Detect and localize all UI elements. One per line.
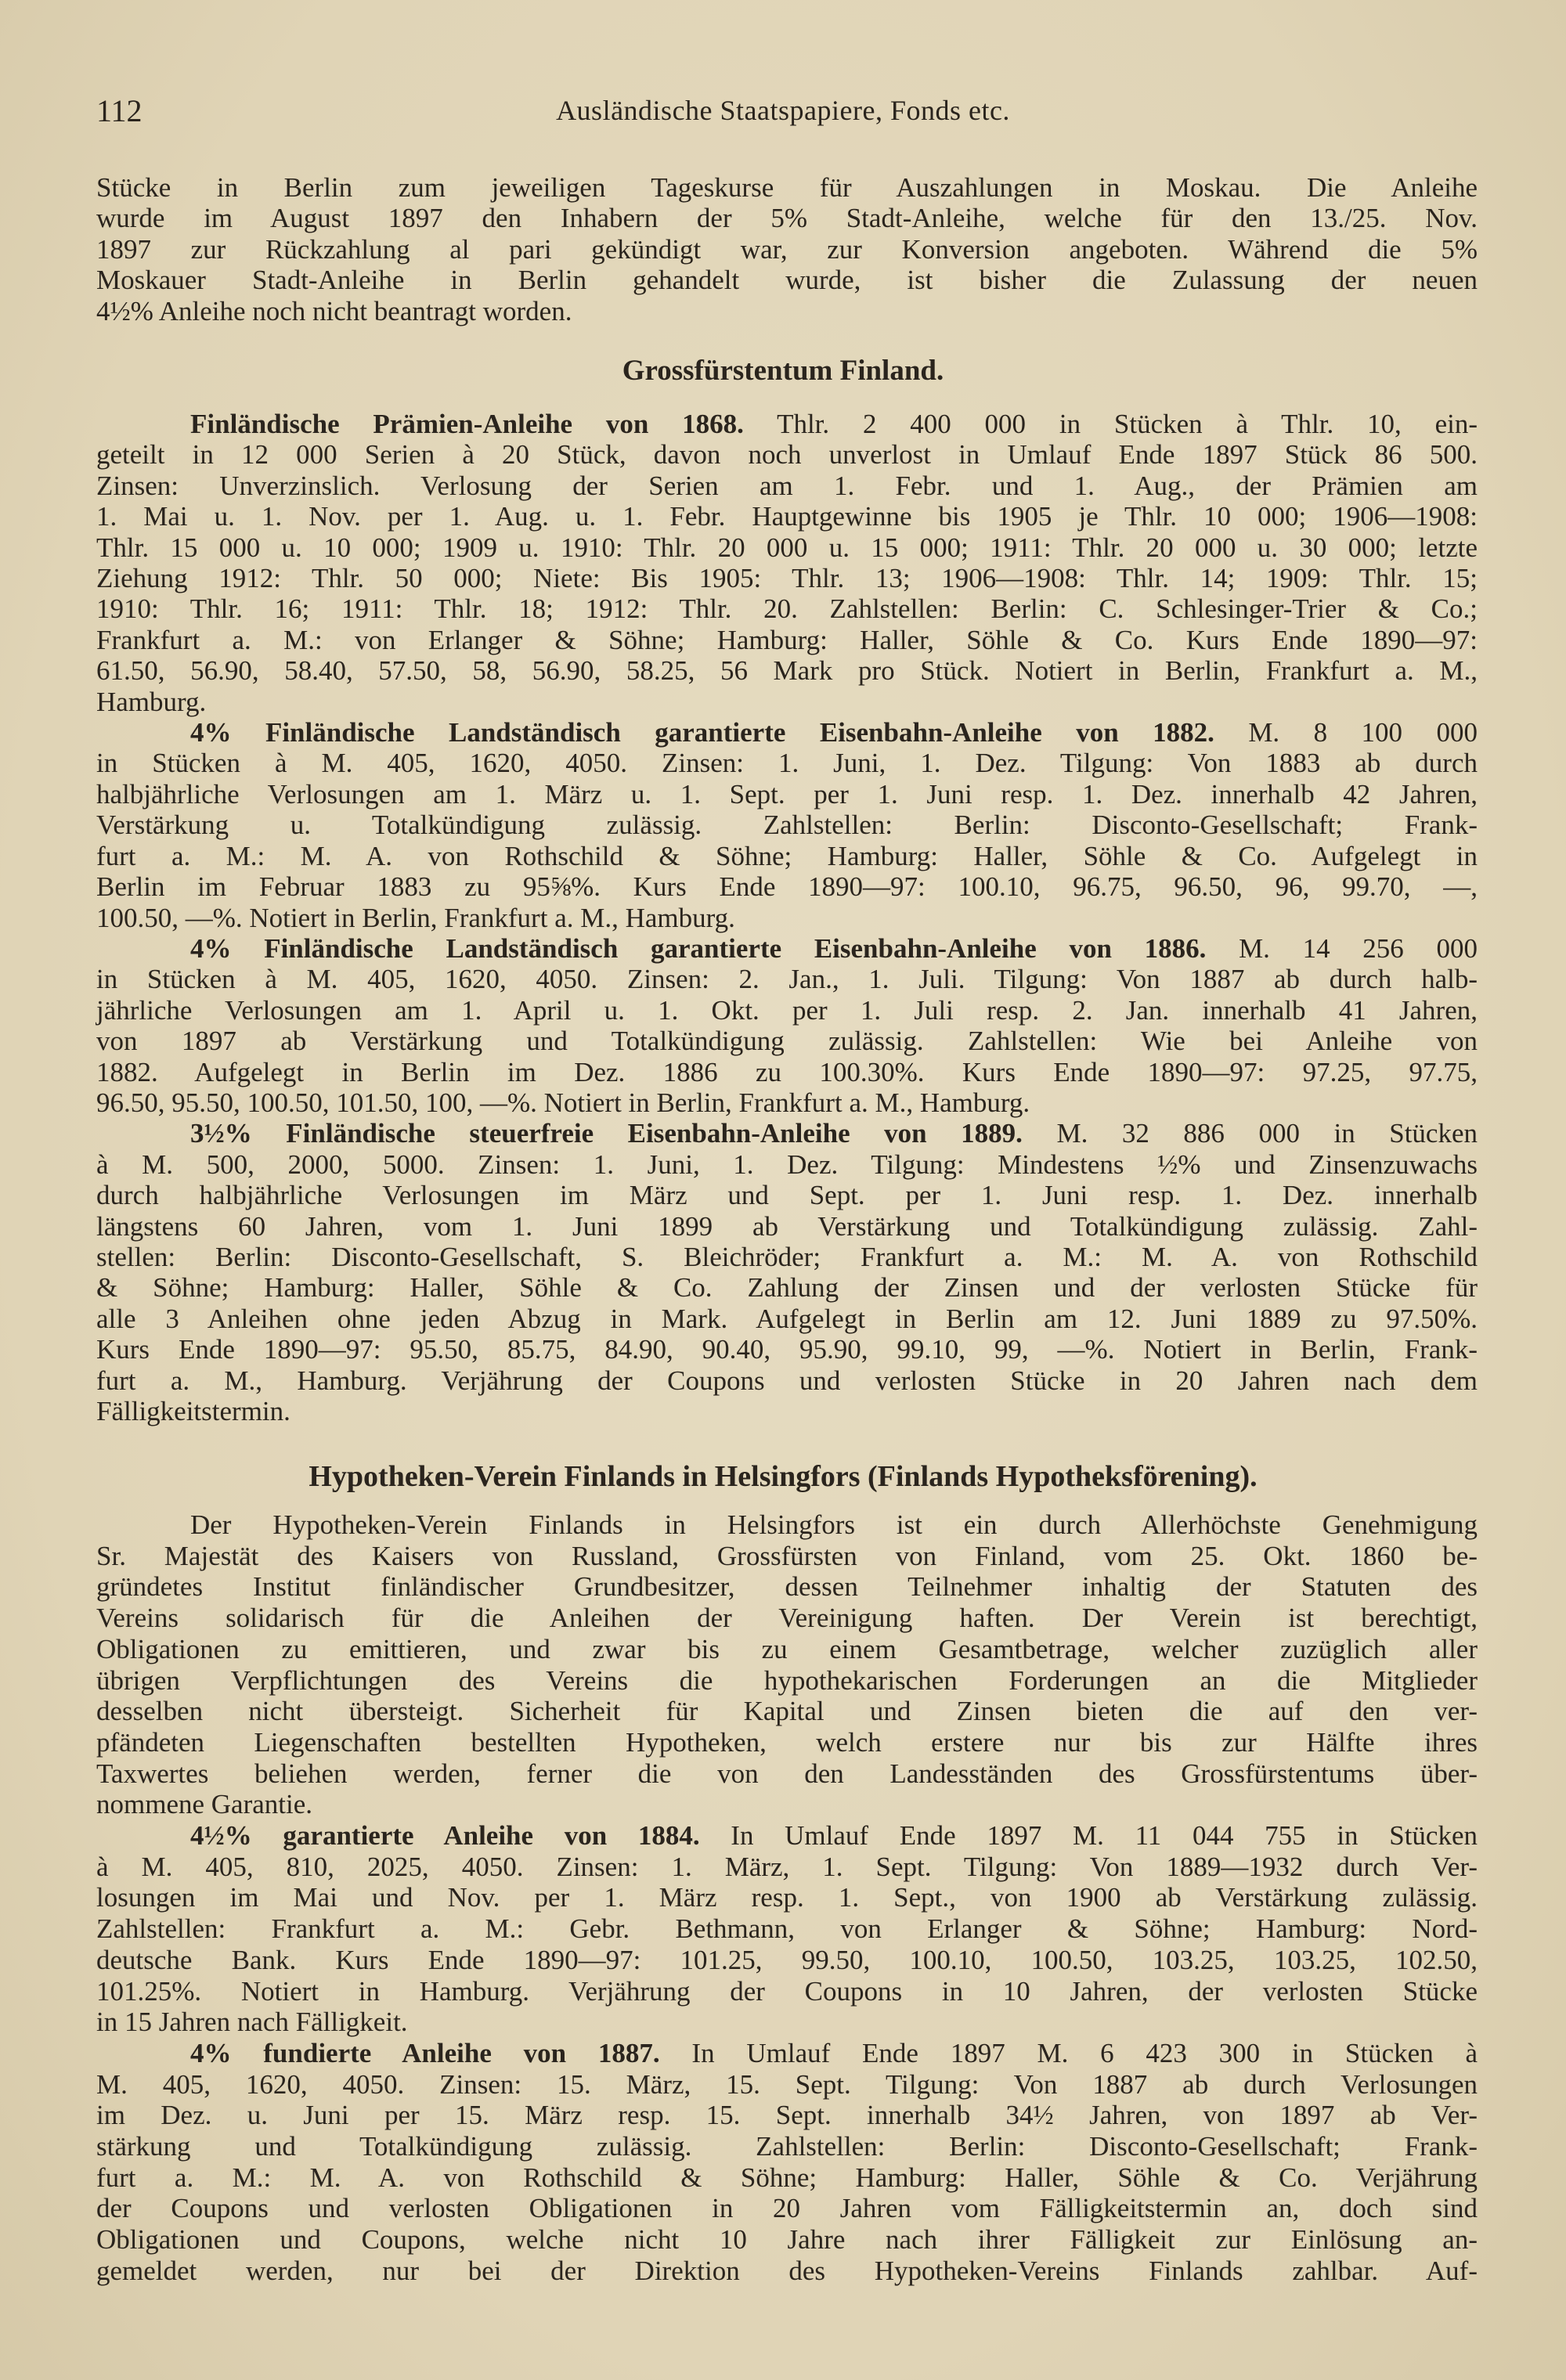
text-line [96,234,1478,265]
text-line [96,2162,1478,2194]
hypotheken-verein-block [96,1509,1478,2287]
line-text: M. 405, 1620, 4050. Zinsen: 15. März, 15. Sept. Tilgung: Von 1887 ab durch Verlosungen [96,2068,1478,2100]
text-line [96,1272,1478,1303]
text-line [96,532,1478,563]
line-text: Stücke in Berlin zum jeweiligen Tageskurse für Auszahlungen in Moskau. Die Anleihe [96,172,1478,203]
line-text: 100.50, —%. Notiert in Berlin, Frankfurt a. M., Hamburg. [96,902,735,933]
text-line [96,1603,1478,1634]
text-line [96,1026,1478,1056]
paragraph [96,409,1478,717]
line-text: geteilt in 12 000 Serien à 20 Stück, davon noch unverlost in Umlauf Ende 1897 Stück 86 500. [96,439,1478,471]
line-text: Frankfurt a. M.: von Erlanger & Söhne; Hamburg: Haller, Söhle & Co. Kurs Ende 1890—97: [96,624,1478,655]
paragraph [96,933,1478,1118]
text-line [96,687,1478,717]
paragraph [96,1820,1478,2038]
loan-title: 4% fundierte Anleihe von 1887. [190,2037,660,2068]
line-text: Vereins solidarisch für die Anleihen der Vereinigung haften. Der Verein ist berechtigt, [96,1603,1478,1634]
text-line [96,1665,1478,1697]
text-line [96,2069,1478,2101]
line-text: à M. 405, 810, 2025, 4050. Zinsen: 1. März, 1. Sept. Tilgung: Von 1889—1932 durch Ver- [96,1851,1478,1882]
line-text: Berlin im Februar 1883 zu 95⅝%. Kurs Ende 1890—97: 100.10, 96.75, 96.50, 96, 99.70, —, [96,871,1478,903]
text-line [96,2131,1478,2162]
text-line [96,1334,1478,1365]
text-line [96,933,1478,964]
line-text: Obligationen zu emittieren, und zwar bis zu einem Gesamtbetrage, welcher zuzüglich aller [96,1633,1478,1664]
line-text: in 15 Jahren nach Fälligkeit. [96,2007,408,2038]
text-line [96,203,1478,233]
text-line [96,841,1478,871]
text-line [96,1976,1478,2007]
line-text: furt a. M.: M. A. von Rothschild & Söhne; Hamburg: Haller, Söhle & Co. Verjährung [96,2162,1478,2193]
loan-title: 3½% Finländische steuerfreie Eisenbahn-Anleihe von 1889. [190,1118,1023,1149]
line-text: halbjährliche Verlosungen am 1. März u. 1. Sept. per 1. Juni resp. 1. Dez. innerhalb 42 Jahren, [96,778,1478,810]
line-text: M. 14 256 000 [1206,932,1478,964]
line-text: gründetes Institut finländischer Grundbesitzer, dessen Teilnehmer inhaltig der Statuten des [96,1571,1478,1603]
loan-title: 4% Finländische Landständisch garantierte Eisenbahn-Anleihe von 1886. [190,932,1207,964]
line-text: à M. 500, 2000, 5000. Zinsen: 1. Juni, 1. Dez. Tilgung: Mindestens ½% und Zinsenzuwachs [96,1149,1478,1180]
line-text: losungen im Mai und Nov. per 1. März resp. 1. Sept., von 1900 ab Verstärkung zulässig. [96,1882,1478,1913]
line-text: pfändeten Liegenschaften bestellten Hypotheken, welch erstere nur bis zur Hälfte ihres [96,1726,1478,1758]
text-line [96,1634,1478,1665]
text-line [96,439,1478,470]
line-text: Moskauer Stadt-Anleihe in Berlin gehandelt wurde, ist bisher die Zulassung der neuen [96,265,1478,296]
text-line [96,1304,1478,1334]
text-line [96,1945,1478,1976]
text-line [96,265,1478,295]
line-text: wurde im August 1897 den Inhabern der 5% Stadt-Anleihe, welche für den 13./25. Nov. [96,203,1478,234]
line-text: Ziehung 1912: Thlr. 50 000; Niete: Bis 1905: Thlr. 13; 1906—1908: Thlr. 14; 1909: Thlr. 15; [96,563,1478,594]
line-text: im Dez. u. Juni per 15. März resp. 15. Sept. innerhalb 34½ Jahren, von 1897 ab Ver- [96,2100,1478,2131]
text-line [96,655,1478,686]
line-text: Thlr. 15 000 u. 10 000; 1909 u. 1910: Thlr. 20 000 u. 15 000; 1911: Thlr. 20 000 u. 30 000; letzte [96,532,1478,563]
line-text: M. 32 886 000 in Stücken [1022,1118,1478,1149]
line-text: M. 8 100 000 [1214,717,1478,748]
intro-text-block [96,172,1478,326]
line-text: furt a. M., Hamburg. Verjährung der Coupons und verlosten Stücke in 20 Jahren nach dem [96,1365,1478,1396]
line-text: Kurs Ende 1890—97: 95.50, 85.75, 84.90, 90.40, 95.90, 99.10, 99, —%. Notiert in Berlin, Frank- [96,1334,1478,1365]
line-text: 101.25%. Notiert in Hamburg. Verjährung der Coupons in 10 Jahren, der verlosten Stücke [96,1975,1478,2007]
loan-title: 4% Finländische Landständisch garantierte Eisenbahn-Anleihe von 1882. [190,717,1214,748]
text-line [96,2224,1478,2256]
line-text: & Söhne; Hamburg: Haller, Söhle & Co. Zahlung der Zinsen und der verlosten Stücke für [96,1272,1478,1304]
text-line [96,1882,1478,1913]
text-line [96,1696,1478,1727]
text-line [96,471,1478,501]
line-text: 61.50, 56.90, 58.40, 57.50, 58, 56.90, 58.25, 56 Mark pro Stück. Notiert in Berlin, Frankfurt a. M., [96,655,1478,687]
text-line [96,1727,1478,1758]
loan-title: 4½% garantierte Anleihe von 1884. [190,1820,700,1852]
loan-title: Finländische Prämien-Anleihe von 1868. [190,409,744,439]
line-text: 1910: Thlr. 16; 1911: Thlr. 18; 1912: Thlr. 20. Zahlstellen: Berlin: C. Schlesinger-Trier & Co.; [96,593,1478,625]
text-line [96,903,1478,933]
text-line [96,501,1478,532]
text-line [96,1789,1478,1820]
line-text: alle 3 Anleihen ohne jeden Abzug in Mark. Aufgelegt in Berlin am 12. Juni 1889 zu 97.50%. [96,1303,1478,1334]
text-line [96,748,1478,778]
line-text: 1. Mai u. 1. Nov. per 1. Aug. u. 1. Febr. Hauptgewinne bis 1905 je Thlr. 10 000; 1906—1908: [96,501,1478,532]
text-line [96,1211,1478,1242]
line-text: in Stücken à M. 405, 1620, 4050. Zinsen: 2. Jan., 1. Juli. Tilgung: Von 1887 ab durch halb- [96,964,1478,995]
line-text: Verstärkung u. Totalkündigung zulässig. Zahlstellen: Berlin: Disconto-Gesellschaft; Frank- [96,810,1478,841]
section-heading-finland: Grossfürstentum Finland. [622,355,944,387]
paragraph [96,1118,1478,1426]
text-line [96,625,1478,655]
section-heading-hypotheken-verein: Hypotheken-Verein Finlands in Helsingfors (Finlands Hypotheksförening). [309,1460,1257,1493]
line-text: Hamburg. [96,686,207,717]
text-line [96,1852,1478,1883]
text-line [96,1118,1478,1149]
line-text: stärkung und Totalkündigung zulässig. Zahlstellen: Berlin: Disconto-Gesellschaft; Frank- [96,2131,1478,2162]
line-text: Thlr. 2 400 000 in Stücken à Thlr. 10, ein- [743,409,1478,439]
text-line [96,1365,1478,1396]
paragraph [96,717,1478,933]
line-text: jährliche Verlosungen am 1. April u. 1. Okt. per 1. Juli resp. 2. Jan. innerhalb 41 Jahren, [96,994,1478,1026]
line-text: Zahlstellen: Frankfurt a. M.: Gebr. Bethmann, von Erlanger & Söhne; Hamburg: Nord- [96,1913,1478,1945]
text-line [96,1242,1478,1272]
line-text: desselben nicht übersteigt. Sicherheit für Kapital und Zinsen bieten die auf den ver- [96,1696,1478,1727]
line-text: durch halbjährliche Verlosungen im März und Sept. per 1. Juni resp. 1. Dez. innerhalb [96,1180,1478,1211]
text-line [96,296,1478,326]
line-text: der Coupons und verlosten Obligationen in 20 Jahren vom Fälligkeitstermin an, doch sind [96,2193,1478,2224]
line-text: In Umlauf Ende 1897 M. 11 044 755 in Stücken [699,1820,1478,1852]
line-text: stellen: Berlin: Disconto-Gesellschaft, S. Bleichröder; Frankfurt a. M.: M. A. von Rothschild [96,1241,1478,1272]
line-text: Der Hypotheken-Verein Finlands in Helsingfors ist ein durch Allerhöchste Genehmigung [190,1509,1478,1540]
text-line [96,1396,1478,1426]
text-line [96,1541,1478,1572]
text-line [96,1509,1478,1541]
line-text: längstens 60 Jahren, vom 1. Juni 1899 ab Verstärkung und Totalkündigung zulässig. Zahl- [96,1210,1478,1242]
line-text: 4½% Anleihe noch nicht beantragt worden. [96,295,572,326]
text-line [96,172,1478,203]
paragraph [96,2038,1478,2287]
line-text: 1882. Aufgelegt in Berlin im Dez. 1886 zu 100.30%. Kurs Ende 1890—97: 97.25, 97.75, [96,1056,1478,1087]
text-line [96,1913,1478,1945]
page-number: 112 [96,93,143,128]
finland-loans-block [96,409,1478,1426]
text-line [96,2193,1478,2224]
text-line [96,1571,1478,1603]
line-text: übrigen Verpflichtungen des Vereins die hypothekarischen Forderungen an die Mitglieder [96,1664,1478,1696]
text-line [96,1758,1478,1790]
text-line [96,563,1478,593]
text-line [96,2256,1478,2287]
line-text: Obligationen und Coupons, welche nicht 10 Jahre nach ihrer Fälligkeit zur Einlösung an- [96,2224,1478,2256]
text-line [96,2007,1478,2038]
line-text: Sr. Majestät des Kaisers von Russland, Grossfürsten von Finland, vom 25. Okt. 1860 be- [96,1540,1478,1571]
line-text: von 1897 ab Verstärkung und Totalkündigung zulässig. Zahlstellen: Wie bei Anleihe von [96,1026,1478,1057]
text-line [96,2100,1478,2131]
line-text: furt a. M.: M. A. von Rothschild & Söhne; Hamburg: Haller, Söhle & Co. Aufgelegt in [96,840,1478,871]
text-line [96,1180,1478,1210]
text-line [96,1087,1478,1118]
running-header-title: Ausländische Staatspapiere, Fonds etc. [556,95,1010,126]
line-text: 1897 zur Rückzahlung al pari gekündigt war, zur Konversion angeboten. Während die 5% [96,233,1478,265]
text-line [96,1149,1478,1180]
line-text: nommene Garantie. [96,1789,313,1820]
line-text: gemeldet werden, nur bei der Direktion des Hypotheken-Vereins Finlands zahlbar. Auf- [96,2255,1478,2286]
line-text: In Umlauf Ende 1897 M. 6 423 300 in Stücken à [659,2037,1478,2068]
line-text: Fälligkeitstermin. [96,1396,290,1426]
text-line [96,1820,1478,1852]
text-line [96,995,1478,1026]
text-line [96,593,1478,624]
text-line [96,2038,1478,2069]
text-line [96,779,1478,810]
text-line [96,871,1478,902]
text-line [96,810,1478,840]
line-text: deutsche Bank. Kurs Ende 1890—97: 101.25, 99.50, 100.10, 100.50, 103.25, 103.25, 102.50, [96,1944,1478,1975]
text-line [96,717,1478,748]
text-line [96,1057,1478,1087]
paragraph [96,1509,1478,1820]
line-text: Zinsen: Unverzinslich. Verlosung der Serien am 1. Febr. und 1. Aug., der Prämien am [96,470,1478,501]
paragraph [96,172,1478,326]
text-line [96,409,1478,439]
line-text: Taxwertes beliehen werden, ferner die von den Landesständen des Grossfürstentums über- [96,1758,1478,1789]
line-text: 96.50, 95.50, 100.50, 101.50, 100, —%. Notiert in Berlin, Frankfurt a. M., Hamburg. [96,1087,1030,1118]
text-line [96,964,1478,994]
line-text: in Stücken à M. 405, 1620, 4050. Zinsen: 1. Juni, 1. Dez. Tilgung: Von 1883 ab durch [96,748,1478,779]
